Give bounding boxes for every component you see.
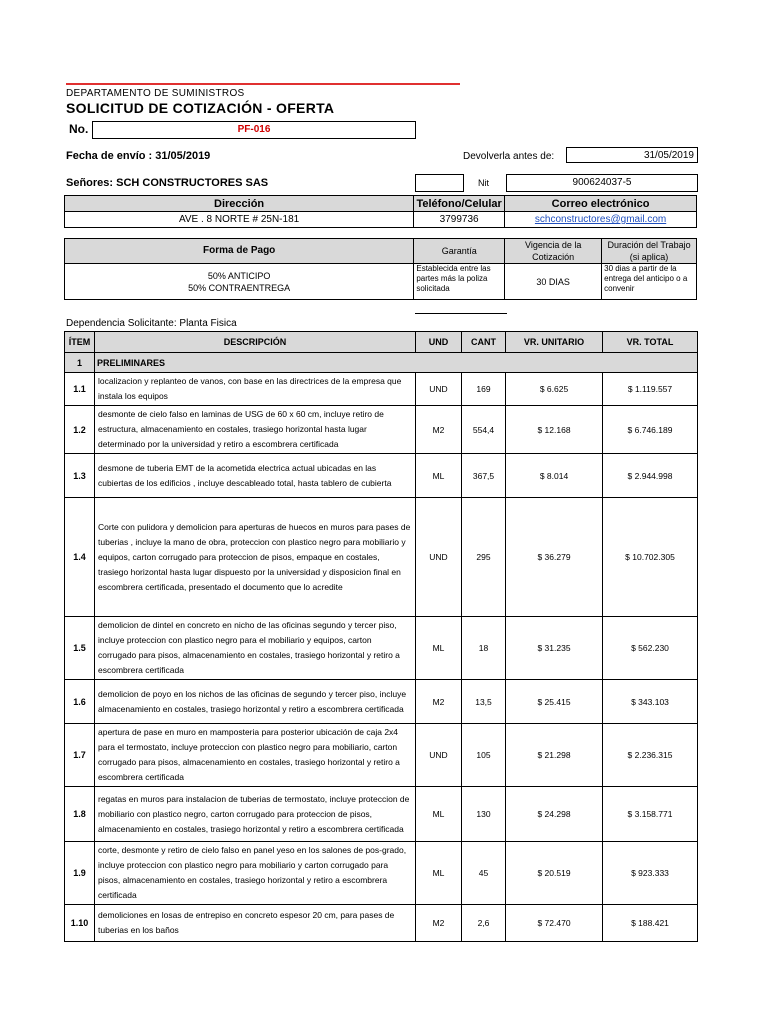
section-row — [65, 353, 698, 373]
contact-table — [64, 195, 697, 228]
nit-label: Nit — [478, 178, 489, 188]
blank-field — [415, 174, 464, 192]
row-item: 1.1 — [65, 373, 95, 406]
row-description: demolicion de poyo en los nichos de las oficinas de segundo y tercer piso, incluye almacenamiento en costales, trasiego horizontal y retiro a escombrera certificada — [95, 680, 416, 724]
col-cant-header: CANT — [462, 332, 506, 353]
send-date: Fecha de envío : 31/05/2019 — [66, 150, 211, 162]
payment-table — [64, 238, 697, 300]
row-unit-price: $ 72.470 — [506, 905, 603, 942]
row-description: corte, desmonte y retiro de cielo falso en panel yeso en los salones de pos-grado, incluye proteccion con plastico negro para mobiliario y carton corrugado para pisos, almacenamiento en costales, trasiego horizontal y retiro a escombrera certificada — [95, 842, 416, 905]
items-table — [64, 331, 698, 942]
row-quantity: 367,5 — [462, 454, 506, 498]
phone-header: Teléfono/Celular — [414, 196, 505, 212]
payment-line-1: 50% ANTICIPO — [207, 270, 271, 281]
number-value: PF-016 — [92, 121, 416, 139]
row-total: $ 343.103 — [603, 680, 698, 724]
row-description: apertura de pase en muro en mamposteria para posterior ubicación de caja 2x4 para el termostato, incluye proteccion con plastico negro para mobiliario, carton corrugado para pisos, almacenamiento en costales, trasiego horizontal y retiro a escombrera certificada — [95, 724, 416, 787]
table-row — [65, 680, 698, 724]
row-unit-price: $ 25.415 — [506, 680, 603, 724]
section-title: PRELIMINARES — [95, 353, 698, 373]
row-unit: UND — [416, 724, 462, 787]
col-und-header: UND — [416, 332, 462, 353]
row-quantity: 13,5 — [462, 680, 506, 724]
row-description: demolicion de dintel en concreto en nicho de las oficinas segundo y tercer piso, incluye proteccion con plastico negro para el mobiliario y equipos, carton corrugado para pisos, almacenamiento en costales, trasiego horizontal y retiro a escombrera certificada — [95, 617, 416, 680]
payment-method-value — [65, 264, 414, 300]
row-unit-price: $ 31.235 — [506, 617, 603, 680]
duration-value: 30 dias a partir de la entrega del anticipo o a convenir — [602, 264, 697, 300]
header-red-rule — [66, 83, 460, 85]
row-unit-price: $ 6.625 — [506, 373, 603, 406]
row-total: $ 2.944.998 — [603, 454, 698, 498]
row-total: $ 10.702.305 — [603, 498, 698, 617]
nit-value: 900624037-5 — [506, 174, 698, 192]
row-total: $ 188.421 — [603, 905, 698, 942]
row-description: demoliciones en losas de entrepiso en concreto espesor 20 cm, para pases de tuberias en los baños — [95, 905, 416, 942]
row-unit: UND — [416, 373, 462, 406]
email-link[interactable]: schconstructores@gmail.com — [534, 214, 667, 225]
row-quantity: 105 — [462, 724, 506, 787]
validity-value: 30 DIAS — [505, 264, 602, 300]
address-header: Dirección — [65, 196, 414, 212]
row-quantity: 130 — [462, 787, 506, 842]
row-item: 1.3 — [65, 454, 95, 498]
row-quantity: 18 — [462, 617, 506, 680]
blank-underline — [415, 313, 507, 314]
row-quantity: 2,6 — [462, 905, 506, 942]
items-header-row — [65, 332, 698, 353]
table-row — [65, 617, 698, 680]
row-total: $ 923.333 — [603, 842, 698, 905]
duration-header: Duración del Trabajo (si aplica) — [602, 239, 697, 264]
page-title: SOLICITUD DE COTIZACIÓN - OFERTA — [66, 100, 335, 116]
row-unit-price: $ 8.014 — [506, 454, 603, 498]
number-label: No. — [69, 122, 89, 136]
row-unit: ML — [416, 842, 462, 905]
row-unit-price: $ 36.279 — [506, 498, 603, 617]
table-row — [65, 373, 698, 406]
table-row — [65, 406, 698, 454]
row-unit-price: $ 20.519 — [506, 842, 603, 905]
requesting-department: Dependencia Solicitante: Planta Fisica — [66, 318, 237, 329]
row-item: 1.5 — [65, 617, 95, 680]
department-name: DEPARTAMENTO DE SUMINISTROS — [66, 88, 245, 99]
payment-method-header: Forma de Pago — [65, 239, 414, 264]
row-item: 1.6 — [65, 680, 95, 724]
row-unit-price: $ 21.298 — [506, 724, 603, 787]
return-before-label: Devolverla antes de: — [463, 151, 555, 162]
col-total-header: VR. TOTAL — [603, 332, 698, 353]
row-item: 1.10 — [65, 905, 95, 942]
row-quantity: 169 — [462, 373, 506, 406]
section-item: 1 — [65, 353, 95, 373]
row-total: $ 562.230 — [603, 617, 698, 680]
table-row — [65, 454, 698, 498]
row-description: localizacion y replanteo de vanos, con base en las directrices de la empresa que instala los equipos — [95, 373, 416, 406]
table-row — [65, 842, 698, 905]
row-total: $ 3.158.771 — [603, 787, 698, 842]
table-row — [65, 724, 698, 787]
row-description: desmonte de cielo falso en laminas de USG de 60 x 60 cm, incluye retiro de estructura, almacenamiento en costales, trasiego horizontal hasta lugar determinado por la universidad y retiro a escombrera certificada — [95, 406, 416, 454]
row-unit: M2 — [416, 406, 462, 454]
table-row — [65, 787, 698, 842]
row-description: regatas en muros para instalacion de tuberias de termostato, incluye proteccion de mobiliario con plastico negro, carton corrugado para proteccion de pisos, almacenamiento en costales, trasiego horizontal y retiro a escombrera certificada — [95, 787, 416, 842]
row-unit: ML — [416, 454, 462, 498]
row-unit: UND — [416, 498, 462, 617]
row-item: 1.9 — [65, 842, 95, 905]
warranty-header: Garantía — [414, 239, 505, 264]
row-total: $ 1.119.557 — [603, 373, 698, 406]
table-row — [65, 498, 698, 617]
return-before-value: 31/05/2019 — [566, 147, 698, 163]
row-unit: M2 — [416, 680, 462, 724]
row-quantity: 295 — [462, 498, 506, 617]
row-item: 1.7 — [65, 724, 95, 787]
row-item: 1.8 — [65, 787, 95, 842]
row-unit: M2 — [416, 905, 462, 942]
row-unit: ML — [416, 787, 462, 842]
recipient: Señores: SCH CONSTRUCTORES SAS — [66, 177, 269, 189]
col-unit-price-header: VR. UNITARIO — [506, 332, 603, 353]
row-total: $ 6.746.189 — [603, 406, 698, 454]
row-quantity: 554,4 — [462, 406, 506, 454]
row-total: $ 2.236.315 — [603, 724, 698, 787]
warranty-value: Establecida entre las partes más la poliza solicitada — [414, 264, 505, 300]
table-row — [65, 905, 698, 942]
phone-value: 3799736 — [414, 212, 505, 228]
row-quantity: 45 — [462, 842, 506, 905]
address-value: AVE . 8 NORTE # 25N-181 — [65, 212, 414, 228]
col-item-header: ÍTEM — [65, 332, 95, 353]
row-item: 1.4 — [65, 498, 95, 617]
row-description: desmone de tuberia EMT de la acometida electrica actual ubicadas en las cubiertas de los edificios , incluye descableado total, hasta tablero de cubierta — [95, 454, 416, 498]
validity-header: Vigencia de la Cotización — [505, 239, 602, 264]
col-desc-header: DESCRIPCIÓN — [95, 332, 416, 353]
row-unit-price: $ 24.298 — [506, 787, 603, 842]
payment-line-2: 50% CONTRAENTREGA — [188, 282, 291, 293]
row-item: 1.2 — [65, 406, 95, 454]
row-unit-price: $ 12.168 — [506, 406, 603, 454]
row-description: Corte con pulidora y demolicion para aperturas de huecos en muros para pases de tuberias , incluye la mano de obra, proteccion con plastico negro para mobiliario y equipos, carton corrugado para proteccion de pisos, empaque en costales, trasiego horizontal hasta lugar dispuesto por la universidad y disposicion final en escombrera certificada, presentado el documento que lo acredite — [95, 498, 416, 617]
row-unit: ML — [416, 617, 462, 680]
email-header: Correo electrónico — [505, 196, 697, 212]
